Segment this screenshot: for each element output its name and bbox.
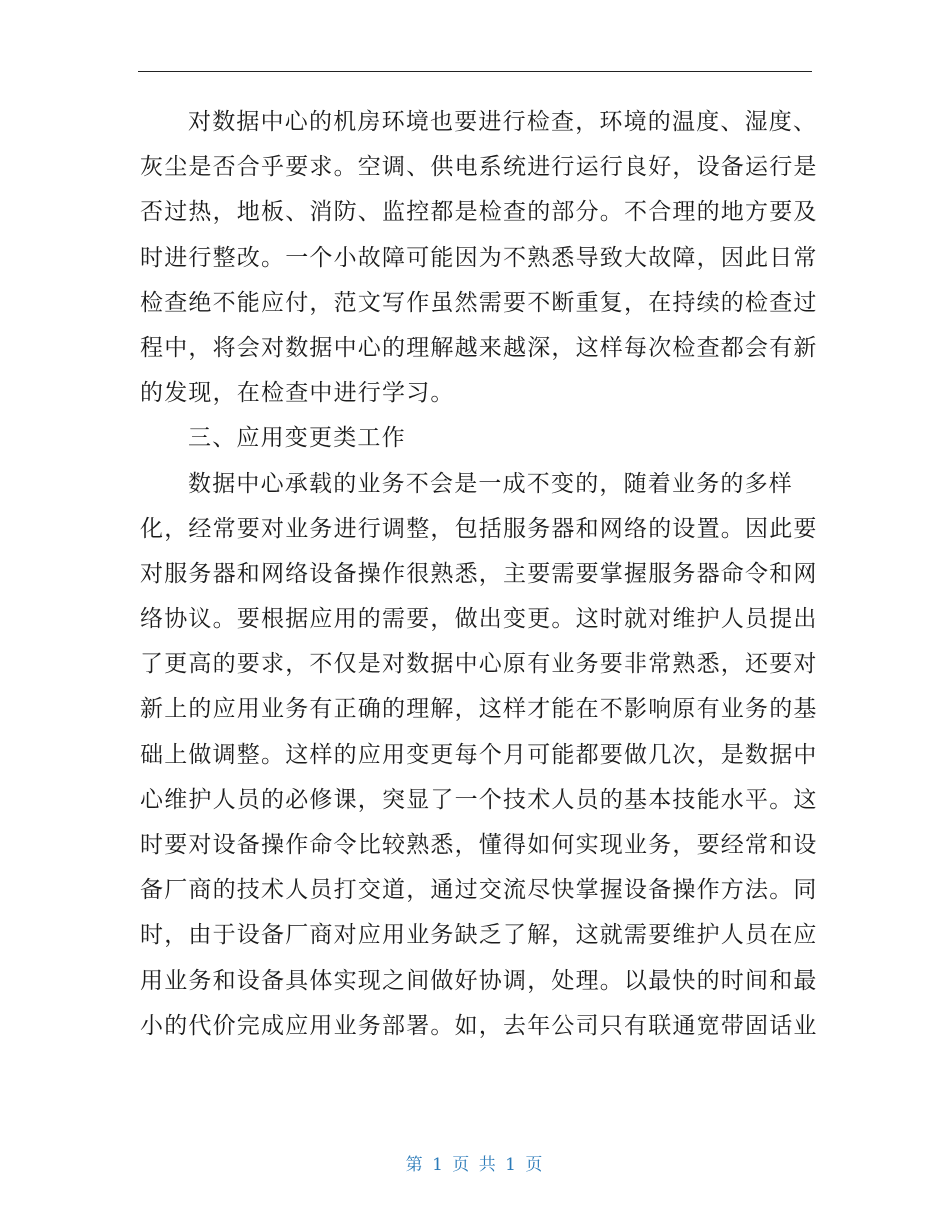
paragraph-line: 了更高的要求，不仅是对数据中心原有业务要非常熟悉，还要对 (140, 651, 818, 678)
page-number-label: 第 1 页 共 1 页 (405, 1155, 545, 1175)
paragraph-line: 对数据中心的机房环境也要进行检查，环境的温度、湿度、 (188, 109, 818, 135)
paragraph-line: 用业务和设备具体实现之间做好协调，处理。以最快的时间和最 (140, 967, 818, 994)
paragraph-line: 灰尘是否合乎要求。空调、供电系统进行运行良好，设备运行是 (140, 154, 818, 181)
paragraph-line: 程中，将会对数据中心的理解越来越深，这样每次检查都会有新 (140, 334, 818, 361)
page-footer (0, 1150, 950, 1175)
paragraph-line: 化，经常要对业务进行调整，包括服务器和网络的设置。因此要 (140, 515, 818, 542)
paragraph-line: 数据中心承载的业务不会是一成不变的，随着业务的多样 (188, 470, 793, 497)
paragraph-line: 新上的应用业务有正确的理解，这样才能在不影响原有业务的基 (140, 696, 818, 723)
paragraph-line: 检查绝不能应付，范文写作虽然需要不断重复，在持续的检查过 (140, 289, 818, 316)
paragraph-line: 络协议。要根据应用的需要，做出变更。这时就对维护人员提出 (140, 606, 818, 633)
section-heading: 三、应用变更类工作 (188, 425, 406, 452)
paragraph-line: 备厂商的技术人员打交道，通过交流尽快掌握设备操作方法。同 (140, 877, 818, 904)
paragraph-line: 时，由于设备厂商对应用业务缺乏了解，这就需要维护人员在应 (140, 922, 818, 949)
paragraph-line: 础上做调整。这样的应用变更每个月可能都要做几次，是数据中 (140, 741, 818, 768)
paragraph-line: 的发现，在检查中进行学习。 (140, 380, 455, 407)
paragraph-line: 对服务器和网络设备操作很熟悉，主要需要掌握服务器命令和网 (140, 560, 818, 587)
document-body (140, 100, 818, 1049)
paragraph-line: 时进行整改。一个小故障可能因为不熟悉导致大故障，因此日常 (140, 244, 818, 271)
paragraph-line: 否过热，地板、消防、监控都是检查的部分。不合理的地方要及 (140, 199, 818, 226)
paragraph-line: 小的代价完成应用业务部署。如，去年公司只有联通宽带固话业 (140, 1012, 818, 1039)
header-divider (138, 71, 812, 72)
paragraph-line: 时要对设备操作命令比较熟悉，懂得如何实现业务，要经常和设 (140, 832, 818, 858)
paragraph-line: 心维护人员的必修课，突显了一个技术人员的基本技能水平。这 (140, 786, 818, 813)
